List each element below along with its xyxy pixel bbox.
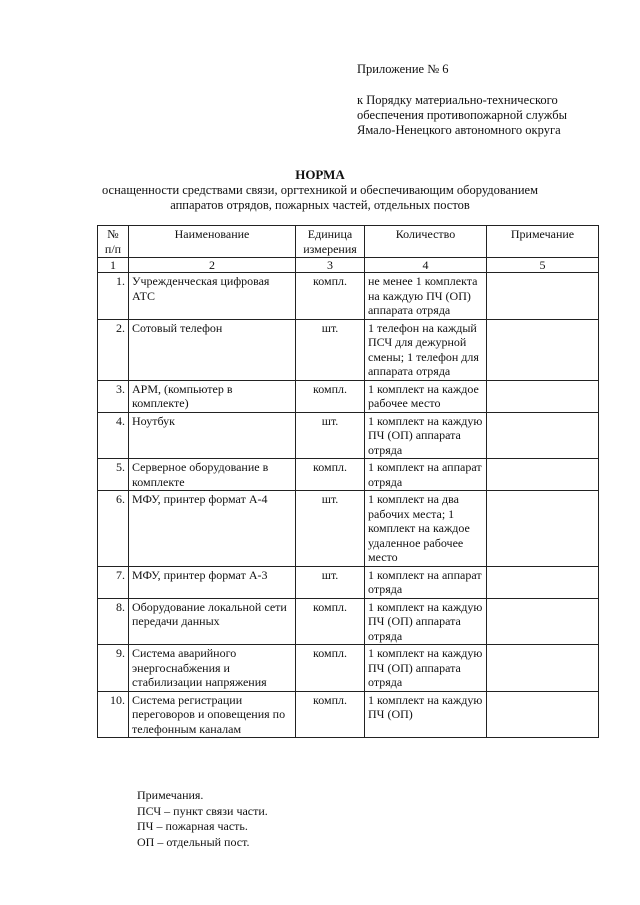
row-num: 2. (98, 319, 129, 380)
index-cell: 3 (296, 258, 365, 273)
row-qty: 1 комплект на два рабочих места; 1 комплект на каждое удаленное рабочее место (365, 491, 487, 567)
row-unit: шт. (296, 491, 365, 567)
table-row (98, 491, 599, 567)
title-main: НОРМА (295, 167, 345, 182)
row-unit: шт. (296, 319, 365, 380)
row-name: МФУ, принтер формат А-3 (129, 566, 296, 598)
table-row (98, 598, 599, 645)
appendix-line: Ямало-Ненецкого автономного округа (357, 123, 561, 137)
row-num: 4. (98, 412, 129, 459)
row-name: Система регистрации переговоров и оповещения по телефонным каналам (129, 691, 296, 738)
title-subtitle-line: аппаратов отрядов, пожарных частей, отдельных постов (170, 198, 470, 212)
table-row (98, 459, 599, 491)
row-note (487, 691, 599, 738)
row-unit: компл. (296, 273, 365, 320)
row-note (487, 459, 599, 491)
row-qty: 1 комплект на каждую ПЧ (ОП) (365, 691, 487, 738)
appendix-number: Приложение № 6 (357, 62, 449, 76)
index-cell: 1 (98, 258, 129, 273)
row-unit: компл. (296, 459, 365, 491)
table-row (98, 566, 599, 598)
row-unit: компл. (296, 380, 365, 412)
table-row (98, 412, 599, 459)
index-cell: 2 (129, 258, 296, 273)
table-row (98, 645, 599, 692)
row-name: Учрежденческая цифровая АТС (129, 273, 296, 320)
appendix-line: обеспечения противопожарной службы (357, 108, 568, 122)
row-qty: 1 комплект на каждую ПЧ (ОП) аппарата отряда (365, 412, 487, 459)
row-note (487, 412, 599, 459)
row-qty: 1 комплект на аппарат отряда (365, 566, 487, 598)
row-name: Оборудование локальной сети передачи данных (129, 598, 296, 645)
table-row (98, 380, 599, 412)
row-num: 7. (98, 566, 129, 598)
row-note (487, 491, 599, 567)
row-name: МФУ, принтер формат А-4 (129, 491, 296, 567)
row-note (487, 566, 599, 598)
table-row (98, 273, 599, 320)
note-item: ПСЧ – пункт связи части. (137, 803, 268, 818)
index-cell: 4 (365, 258, 487, 273)
row-note (487, 598, 599, 645)
appendix-block (357, 62, 567, 138)
row-name: АРМ, (компьютер в комплекте) (129, 380, 296, 412)
row-name: Сотовый телефон (129, 319, 296, 380)
row-num: 9. (98, 645, 129, 692)
row-num: 6. (98, 491, 129, 567)
title-subtitle-line: оснащенности средствами связи, оргтехникой и обеспечивающим оборудованием (101, 183, 539, 197)
row-num: 10. (98, 691, 129, 738)
row-unit: компл. (296, 691, 365, 738)
row-unit: шт. (296, 566, 365, 598)
index-cell: 5 (487, 258, 599, 273)
row-qty: 1 телефон на каждый ПСЧ для дежурной смены; 1 телефон для аппарата отряда (365, 319, 487, 380)
table-row (98, 319, 599, 380)
row-note (487, 273, 599, 320)
table-index-row (98, 258, 599, 273)
row-name: Ноутбук (129, 412, 296, 459)
notes-heading: Примечания. (137, 788, 204, 802)
row-note (487, 319, 599, 380)
header-qty: Количество (365, 226, 487, 258)
row-name: Система аварийного энергоснабжения и стабилизации напряжения (129, 645, 296, 692)
header-note: Примечание (487, 226, 599, 258)
table-header-row (98, 226, 599, 258)
row-note (487, 645, 599, 692)
appendix-line: к Порядку материально-технического (357, 93, 558, 107)
row-qty: 1 комплект на аппарат отряда (365, 459, 487, 491)
notes-block (137, 788, 268, 850)
row-qty: 1 комплект на каждое рабочее место (365, 380, 487, 412)
row-note (487, 380, 599, 412)
row-num: 8. (98, 598, 129, 645)
header-unit: Единица измерения (296, 226, 365, 258)
norma-table (97, 225, 599, 738)
row-num: 5. (98, 459, 129, 491)
row-qty: 1 комплект на каждую ПЧ (ОП) аппарата отряда (365, 598, 487, 645)
row-num: 1. (98, 273, 129, 320)
row-unit: шт. (296, 412, 365, 459)
row-unit: компл. (296, 598, 365, 645)
row-qty: не менее 1 комплекта на каждую ПЧ (ОП) аппарата отряда (365, 273, 487, 320)
note-item: ОП – отдельный пост. (137, 834, 250, 849)
row-unit: компл. (296, 645, 365, 692)
table-row (98, 691, 599, 738)
document-title (70, 167, 570, 213)
row-name: Серверное оборудование в комплекте (129, 459, 296, 491)
header-num: № п/п (98, 226, 129, 258)
note-item: ПЧ – пожарная часть. (137, 819, 248, 833)
row-qty: 1 комплект на каждую ПЧ (ОП) аппарата отряда (365, 645, 487, 692)
row-num: 3. (98, 380, 129, 412)
header-name: Наименование (129, 226, 296, 258)
